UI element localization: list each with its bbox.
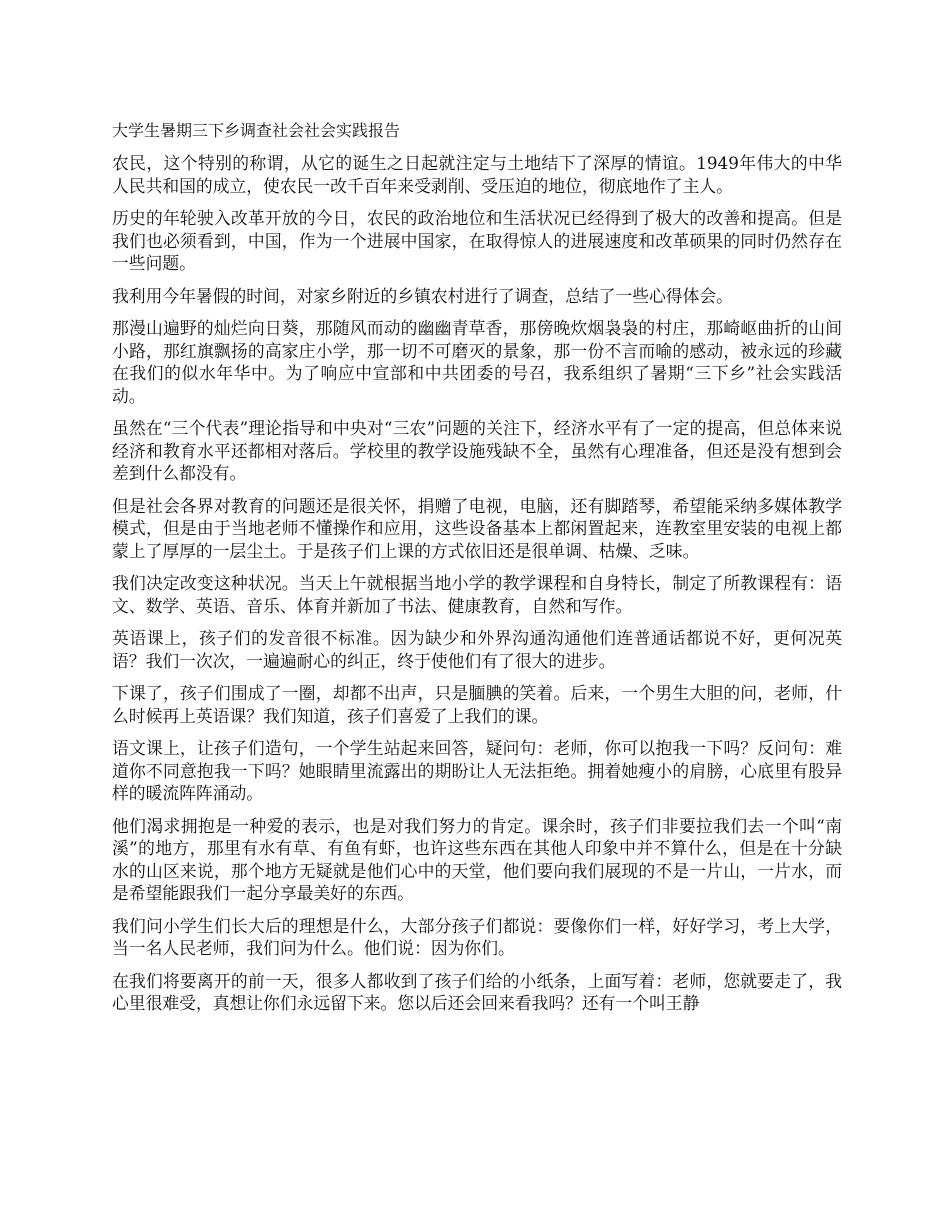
paragraph: 在我们将要离开的前一天，很多人都收到了孩子们给的小纸条，上面写着：老师，您就要走了，我心里很难受，真想让你们永远留下来。您以后还会回来看我吗？还有一个叫王静 — [112, 970, 842, 1013]
paragraph: 农民，这个特别的称谓，从它的诞生之日起就注定与土地结下了深厚的情谊。1949年伟大的中华人民共和国的成立，使农民一改千百年来受剥削、受压迫的地位，彻底地作了主人。 — [112, 153, 842, 196]
document-title: 大学生暑期三下乡调查社会社会实践报告 — [112, 121, 401, 140]
paragraph: 我们决定改变这种状况。当天上午就根据当地小学的教学课程和自身特长，制定了所教课程有：语文、数学、英语、音乐、体育并新加了书法、健康教育，自然和写作。 — [112, 573, 842, 616]
paragraph: 虽然在“三个代表”理论指导和中央对“三农”问题的关注下，经济水平有了一定的提高，但总体来说经济和教育水平还都相对落后。学校里的教学设施残缺不全，虽然有心理准备，但还是没有想到会差到什么都没有。 — [112, 418, 842, 483]
document-page — [112, 120, 842, 1025]
paragraph: 他们渴求拥抱是一种爱的表示，也是对我们努力的肯定。课余时，孩子们非要拉我们去一个叫“南溪”的地方，那里有水有草、有鱼有虾，也许这些东西在其他人印象中并不算什么，但是在十分缺水的山区来说，那个地方无疑就是他们心中的天堂，他们要向我们展现的不是一片山，一片水，而是希望能跟我们一起分享最美好的东西。 — [112, 815, 842, 903]
paragraph: 英语课上，孩子们的发音很不标准。因为缺少和外界沟通沟通他们连普通话都说不好，更何况英语？我们一次次，一遍遍耐心的纠正，终于使他们有了很大的进步。 — [112, 628, 842, 671]
paragraph: 那漫山遍野的灿烂向日葵，那随风而动的幽幽青草香，那傍晚炊烟袅袅的村庄，那崎岖曲折的山间小路，那红旗飘扬的高家庄小学，那一切不可磨灭的景象，那一份不言而喻的感动，被永远的珍藏在我们的似水年华中。为了响应中宣部和中共团委的号召，我系组织了暑期“三下乡”社会实践活动。 — [112, 318, 842, 406]
paragraph: 但是社会各界对教育的问题还是很关怀，捐赠了电视，电脑，还有脚踏琴，希望能采纳多媒体教学模式，但是由于当地老师不懂操作和应用，这些设备基本上都闲置起来，连教室里安装的电视上都蒙上了厚厚的一层尘土。于是孩子们上课的方式依旧还是很单调、枯燥、乏味。 — [112, 495, 842, 561]
paragraph: 历史的年轮驶入改革开放的今日，农民的政治地位和生活状况已经得到了极大的改善和提高。但是我们也必须看到，中国，作为一个进展中国家，在取得惊人的进展速度和改革硕果的同时仍然存在一些问题。 — [112, 208, 842, 273]
paragraph: 我们问小学生们长大后的理想是什么，大部分孩子们都说：要像你们一样，好好学习，考上大学，当一名人民老师，我们问为什么。他们说：因为你们。 — [112, 915, 842, 958]
paragraph: 下课了，孩子们围成了一圈，却都不出声，只是腼腆的笑着。后来，一个男生大胆的问，老师，什么时候再上英语课？我们知道，孩子们喜爱了上我们的课。 — [112, 683, 842, 726]
paragraph: 我利用今年暑假的时间，对家乡附近的乡镇农村进行了调查，总结了一些心得体会。 — [112, 285, 733, 306]
paragraph: 语文课上，让孩子们造句，一个学生站起来回答，疑问句：老师，你可以抱我一下吗？反问句：难道你不同意抱我一下吗？她眼睛里流露出的期盼让人无法拒绝。拥着她瘦小的肩膀，心底里有股异样的暖流阵阵涌动。 — [112, 738, 842, 803]
